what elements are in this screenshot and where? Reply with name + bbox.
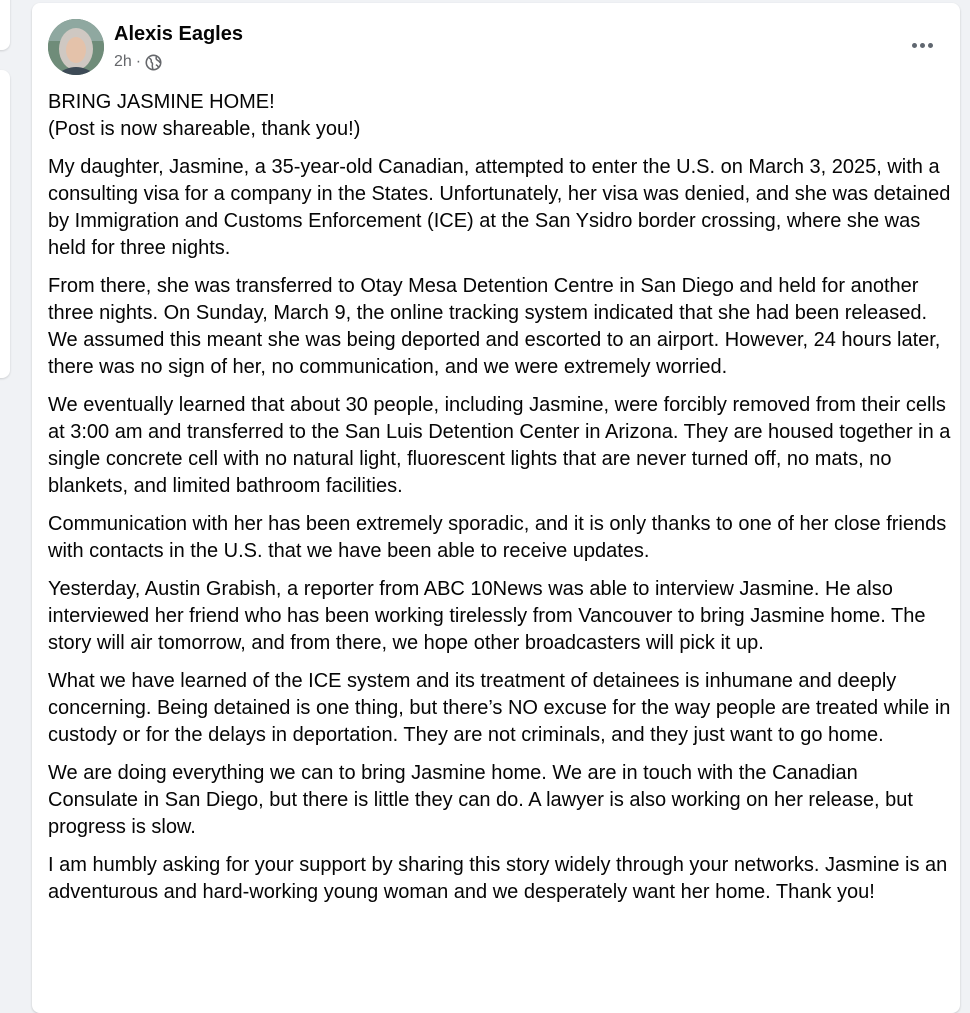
author-name[interactable]: Alexis Eagles <box>114 23 243 45</box>
heading-note: (Post is now shareable, thank you!) <box>48 118 361 140</box>
left-column-card <box>0 0 10 50</box>
avatar-photo <box>48 19 104 75</box>
post-timestamp[interactable]: 2h <box>114 53 132 70</box>
post-card <box>32 3 960 1013</box>
post-paragraph: We eventually learned that about 30 people, including Jasmine, were forcibly removed from their cells at 3:00 am and transferred to the San Luis Detention Center in Arizona. They are housed together in a single concrete cell with no natural light, fluorescent lights that are never turned off, no mats, no blankets, and limited bathroom facilities. <box>48 394 951 497</box>
post-paragraph: I am humbly asking for your support by sharing this story widely through your networks. Jasmine is an adventurous and hard-working young woman and we desperately want her home. Thank you! <box>48 854 948 903</box>
globe-icon[interactable] <box>145 54 162 71</box>
post-paragraph: Communication with her has been extremely sporadic, and it is only thanks to one of her close friends with contacts in the U.S. that we have been able to receive updates. <box>48 513 947 562</box>
post-paragraph: What we have learned of the ICE system and its treatment of detainees is inhumane and deeply concerning. Being detained is one thing, but there’s NO excuse for the way people are treated while in custody or for the delays in deportation. They are not criminals, and they just want to go home. <box>48 670 951 746</box>
meta-separator: · <box>135 53 142 70</box>
post-meta <box>114 52 162 72</box>
left-column-card <box>0 70 10 378</box>
more-options-icon <box>912 43 917 48</box>
post-heading <box>48 89 952 143</box>
more-options-icon-dot <box>920 43 925 48</box>
post-paragraph: My daughter, Jasmine, a 35-year-old Canadian, attempted to enter the U.S. on March 3, 2025, with a consulting visa for a company in the States. Unfortunately, her visa was denied, and she was detained by Immigration and Customs Enforcement (ICE) at the San Ysidro border crossing, where she was held for three nights. <box>48 156 951 259</box>
post-paragraph: Yesterday, Austin Grabish, a reporter from ABC 10News was able to interview Jasmine. He also interviewed her friend who has been working tirelessly from Vancouver to bring Jasmine home. The story will air tomorrow, and from there, we hope other broadcasters will pick it up. <box>48 578 926 654</box>
heading-title: BRING JASMINE HOME! <box>48 91 275 113</box>
avatar[interactable] <box>48 19 104 75</box>
more-options-button[interactable] <box>904 29 940 61</box>
post-paragraph: We are doing everything we can to bring Jasmine home. We are in touch with the Canadian Consulate in San Diego, but there is little they can do. A lawyer is also working on her release, but progress is slow. <box>48 762 913 838</box>
more-options-icon-dot <box>928 43 933 48</box>
post-paragraph: From there, she was transferred to Otay Mesa Detention Centre in San Diego and held for another three nights. On Sunday, March 9, the online tracking system indicated that she had been released. We assumed this meant she was being deported and escorted to an airport. However, 24 hours later, there was no sign of her, no communication, and we were extremely worried. <box>48 275 941 378</box>
post-content <box>48 89 952 917</box>
